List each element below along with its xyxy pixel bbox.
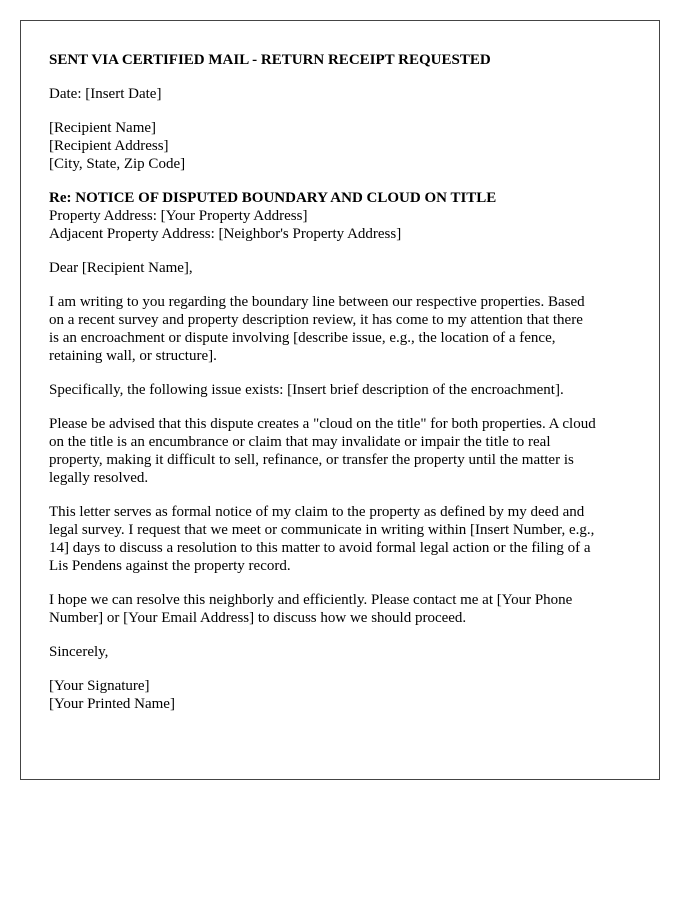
- recipient-block: [49, 119, 631, 173]
- paragraph-line: I am writing to you regarding the boundary line between our respective properties. Based: [49, 294, 585, 310]
- paragraph-line: retaining wall, or structure].: [49, 348, 217, 364]
- paragraph-line: 14] days to discuss a resolution to this matter to avoid formal legal action or the filing of a: [49, 540, 591, 556]
- body-paragraph-3: [49, 415, 631, 487]
- body-paragraph-5: [49, 591, 631, 627]
- paragraph-line: property, making it difficult to sell, refinance, or transfer the property until the matter is: [49, 452, 574, 468]
- paragraph-line: legally resolved.: [49, 470, 149, 486]
- recipient-name: [Recipient Name]: [49, 120, 157, 136]
- paragraph-line: This letter serves as formal notice of my claim to the property as defined by my deed and: [49, 504, 585, 520]
- signature: [Your Signature]: [49, 678, 150, 694]
- letter-page: [20, 20, 660, 780]
- property-address: Property Address: [Your Property Address]: [49, 208, 308, 224]
- paragraph-line: Please be advised that this dispute creates a "cloud on the title" for both properties. A cloud: [49, 416, 596, 432]
- salutation-block: [49, 259, 631, 277]
- printed-name: [Your Printed Name]: [49, 696, 175, 712]
- paragraph-line: Lis Pendens against the property record.: [49, 558, 291, 574]
- paragraph-line: on the title is an encumbrance or claim that may invalidate or impair the title to real: [49, 434, 551, 450]
- recipient-city-state-zip: [City, State, Zip Code]: [49, 156, 186, 172]
- paragraph-line: legal survey. I request that we meet or communicate in writing within [Insert Number, e.g.,: [49, 522, 595, 538]
- paragraph-line: I hope we can resolve this neighborly and efficiently. Please contact me at [Your Phone: [49, 592, 573, 608]
- mail-header: SENT VIA CERTIFIED MAIL - RETURN RECEIPT REQUESTED: [49, 52, 491, 68]
- body-paragraph-1: [49, 293, 631, 365]
- signature-block: [49, 677, 631, 713]
- salutation: Dear [Recipient Name],: [49, 260, 193, 276]
- recipient-address: [Recipient Address]: [49, 138, 169, 154]
- paragraph-line: Number] or [Your Email Address] to discuss how we should proceed.: [49, 610, 467, 626]
- re-block: [49, 189, 631, 243]
- date-line: Date: [Insert Date]: [49, 86, 162, 102]
- body-paragraph-4: [49, 503, 631, 575]
- adjacent-property-address: Adjacent Property Address: [Neighbor's Property Address]: [49, 226, 402, 242]
- date-block: [49, 85, 631, 103]
- re-subject: Re: NOTICE OF DISPUTED BOUNDARY AND CLOUD ON TITLE: [49, 190, 497, 206]
- paragraph-line: on a recent survey and property description review, it has come to my attention that there: [49, 312, 583, 328]
- closing: Sincerely,: [49, 644, 109, 660]
- paragraph-line: Specifically, the following issue exists: [Insert brief description of the encroachment].: [49, 382, 564, 398]
- closing-block: [49, 643, 631, 661]
- mail-header-block: [49, 51, 631, 69]
- paragraph-line: is an encroachment or dispute involving [describe issue, e.g., the location of a fence,: [49, 330, 556, 346]
- body-paragraph-2: [49, 381, 631, 399]
